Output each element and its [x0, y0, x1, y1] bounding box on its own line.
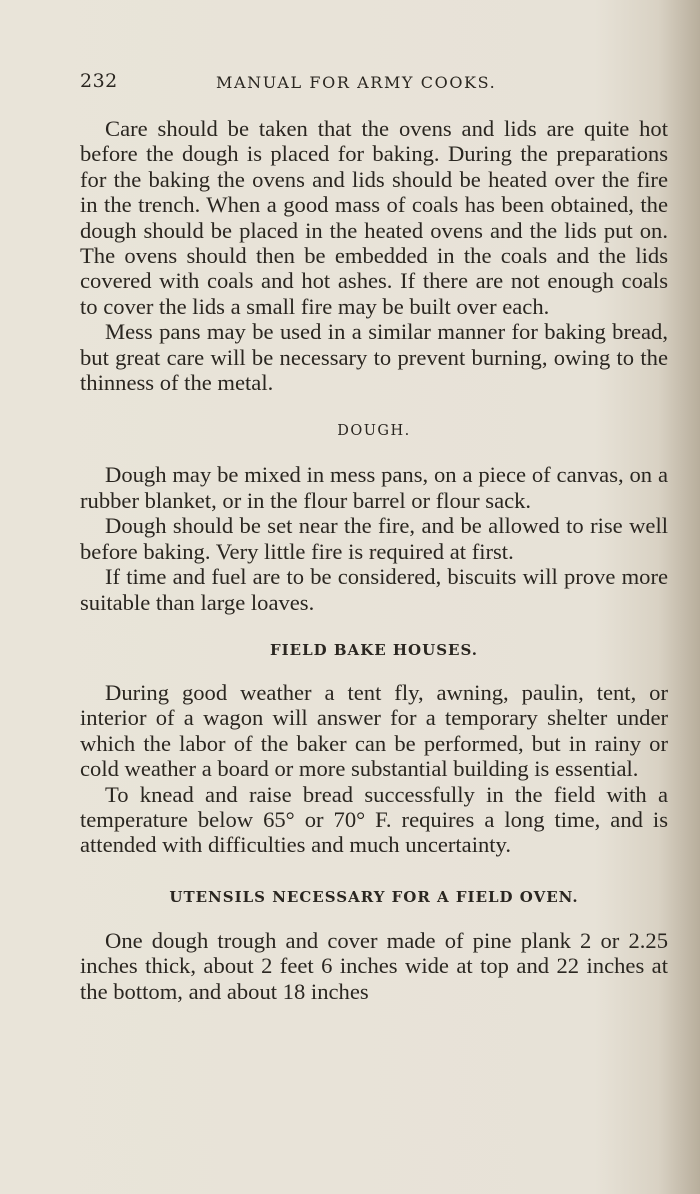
- page-header: [80, 70, 665, 100]
- paragraph-dough-rising: Dough should be set near the fire, and be allowed to rise well before baking. Very little fire is required at first.: [80, 513, 668, 564]
- page-number: 232: [80, 70, 118, 92]
- section-heading-utensils: UTENSILS NECESSARY FOR A FIELD OVEN.: [169, 887, 579, 906]
- paragraph-mess-pans: Mess pans may be used in a similar manner for baking bread, but great care will be necessary to prevent burning, owing to the thinness of the metal.: [80, 319, 668, 396]
- page-body: [80, 116, 668, 1004]
- section-heading-field-bake-houses: FIELD BAKE HOUSES.: [270, 640, 478, 659]
- paragraph-dough-trough: One dough trough and cover made of pine plank 2 or 2.25 inches thick, about 2 feet 6 inches wide at top and 22 inches at the bottom, and about 18 inches: [80, 927, 668, 1004]
- paragraph-shelter: During good weather a tent fly, awning, paulin, tent, or interior of a wagon will answer for a temporary shelter under which the labor of the baker can be performed, but in rainy or cold weather a board or more substantial building is essential.: [80, 679, 668, 782]
- section-heading-dough: DOUGH.: [337, 423, 411, 440]
- running-head: MANUAL FOR ARMY COOKS.: [216, 73, 497, 92]
- paragraph-temperature: To knead and raise bread successfully in the field with a temperature below 65° or 70° F. requires a long time, and is attended with difficulties and much uncertainty.: [80, 781, 668, 858]
- paragraph-dough-mixing: Dough may be mixed in mess pans, on a piece of canvas, on a rubber blanket, or in the flour barrel or flour sack.: [80, 462, 668, 513]
- paragraph-ovens-heating: Care should be taken that the ovens and lids are quite hot before the dough is placed for baking. During the preparations for the baking the ovens and lids should be heated over the fire in the trench. When a good mass of coals has been obtained, the dough should be placed in the heated ovens and the lids put on. The ovens should then be embedded in the coals and the lids covered with coals and hot ashes. If there are not enough coals to cover the lids a small fire may be built over each.: [80, 116, 668, 319]
- paragraph-biscuits: If time and fuel are to be considered, biscuits will prove more suitable than large loaves.: [80, 564, 668, 615]
